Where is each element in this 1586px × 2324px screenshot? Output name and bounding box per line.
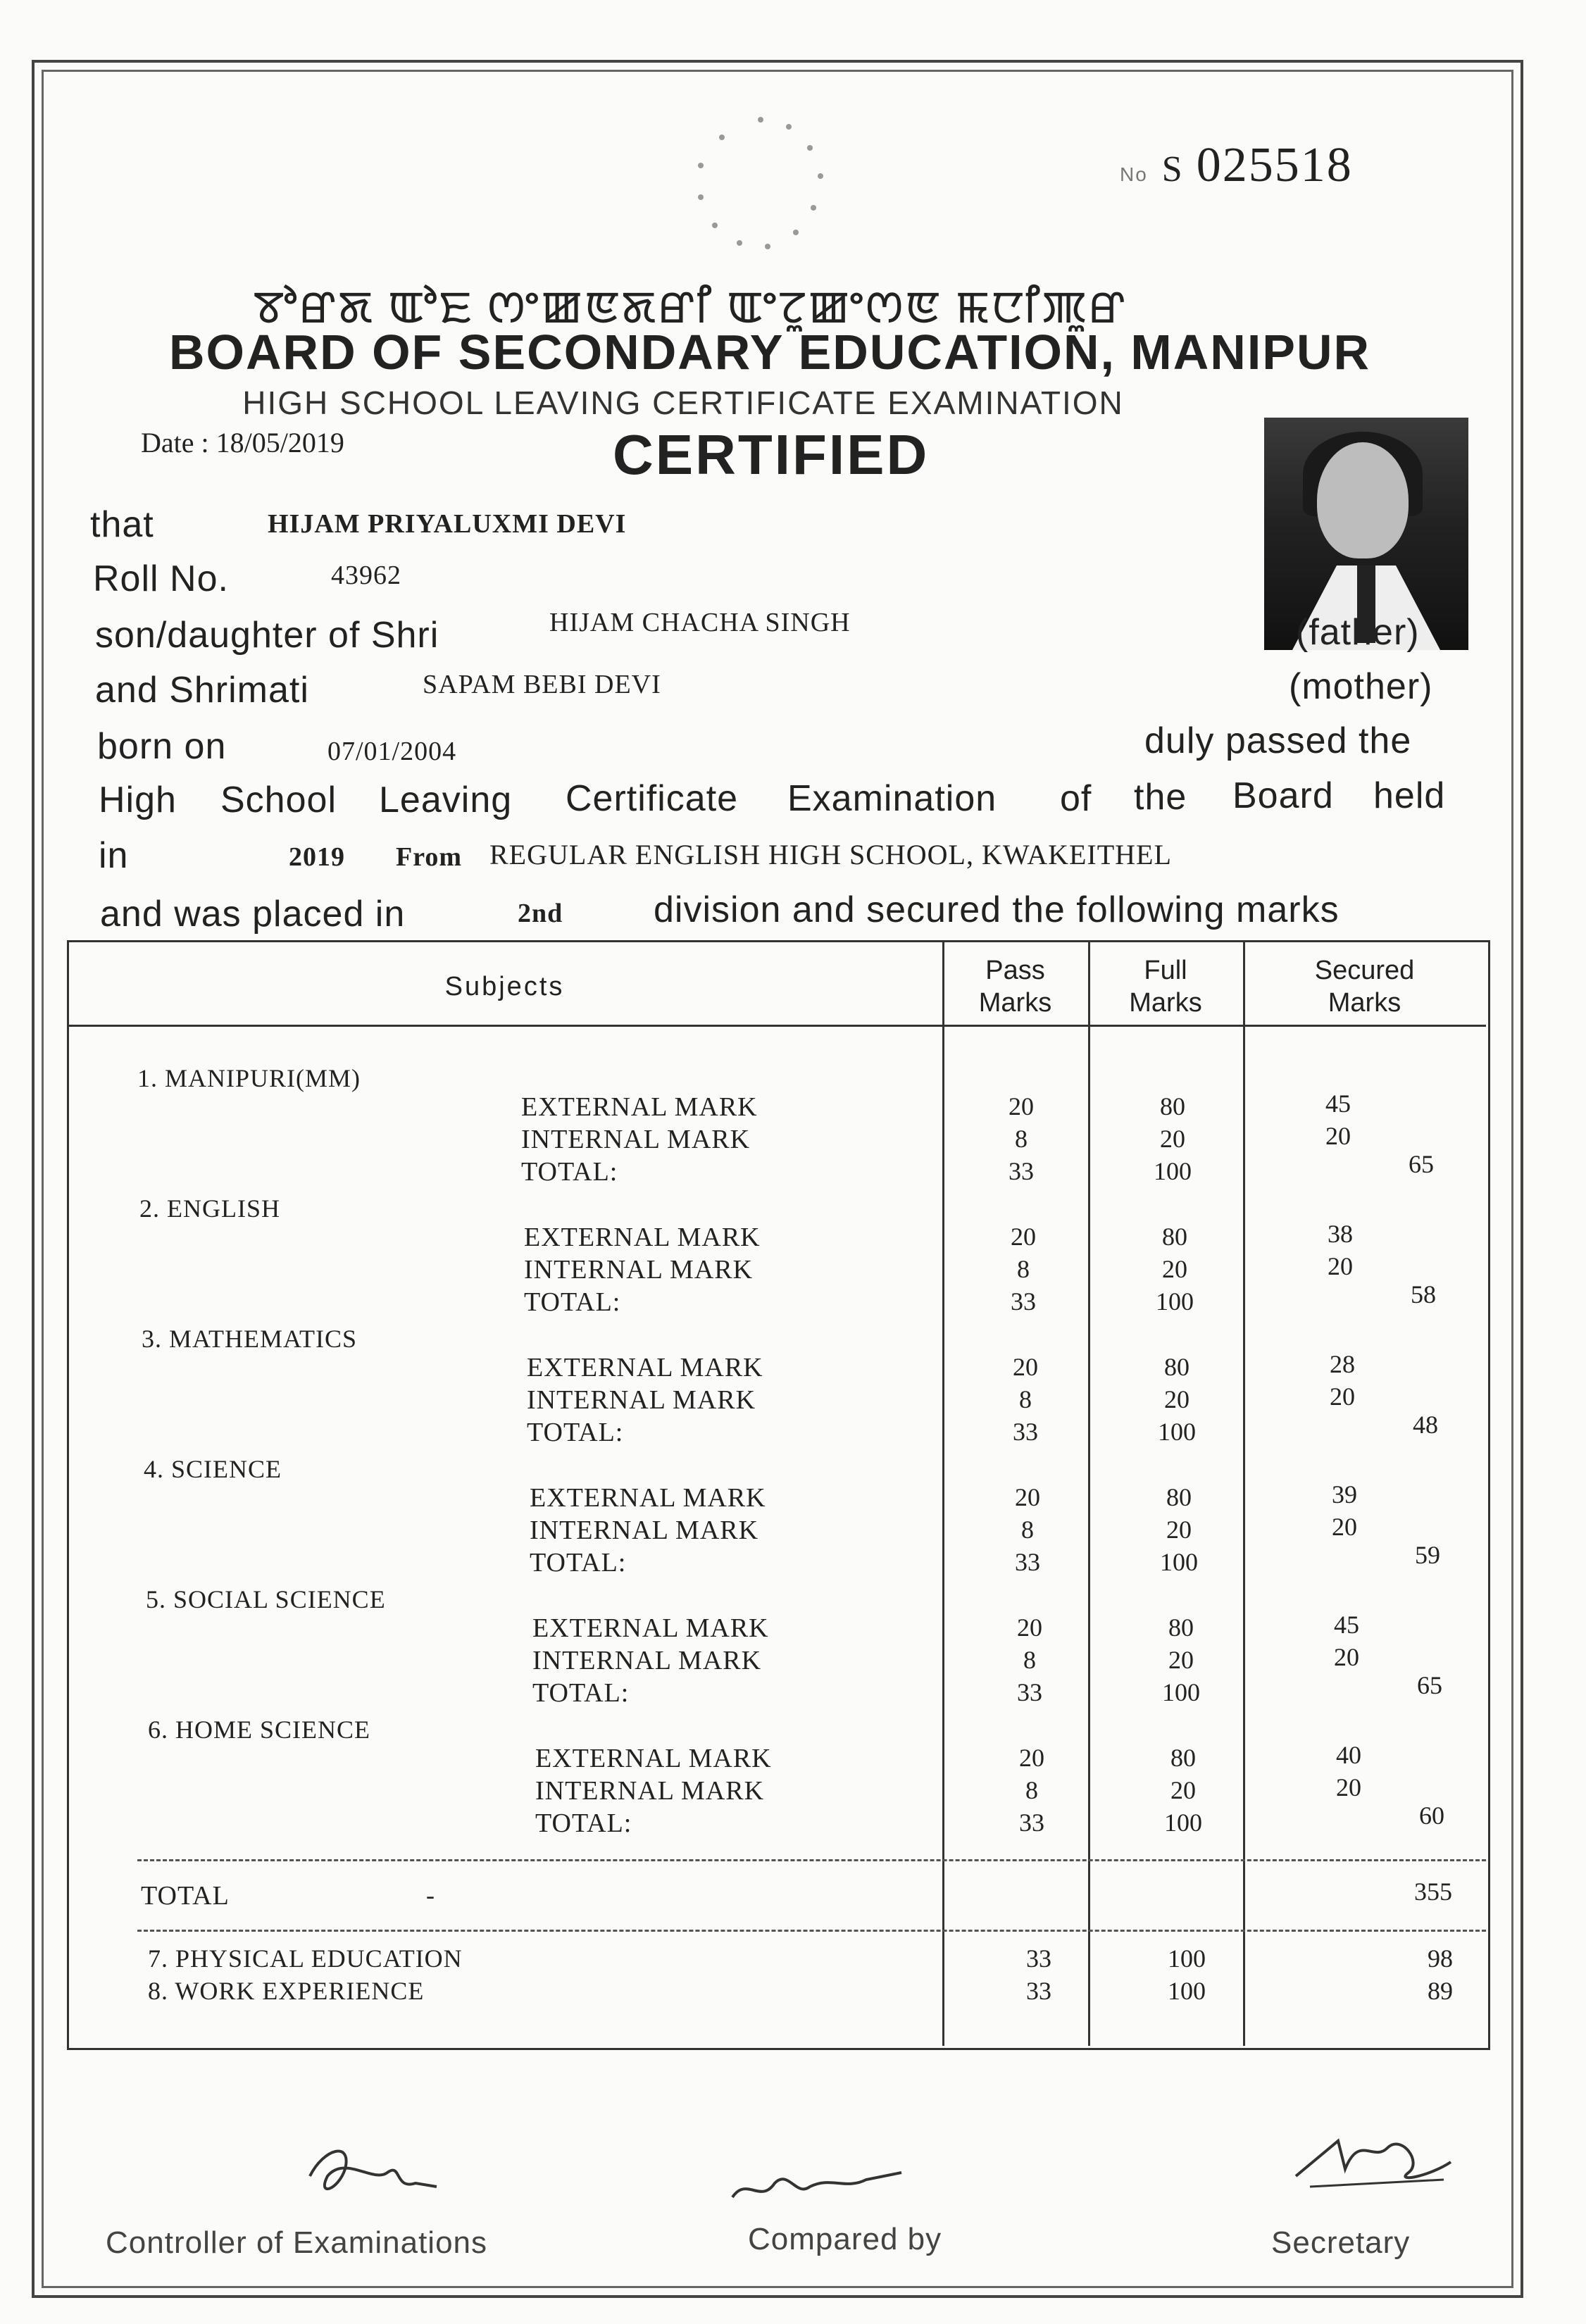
compared-label: Compared by <box>748 2222 942 2256</box>
pass-mark: 33 <box>1009 1157 1034 1185</box>
subject-total: 48 <box>1413 1411 1438 1439</box>
component-label: EXTERNAL MARK <box>532 1613 769 1643</box>
division-text: division and secured the following marks <box>654 889 1340 930</box>
passed-text: duly passed the <box>1144 720 1412 761</box>
component-label: TOTAL: <box>521 1157 618 1187</box>
component-label: TOTAL: <box>535 1808 632 1838</box>
secured-mark: 20 <box>1330 1382 1355 1411</box>
grand-total-value: 355 <box>1414 1878 1452 1906</box>
subject-total: 60 <box>1419 1801 1444 1830</box>
secured-mark: 40 <box>1336 1741 1361 1769</box>
father-tag: (father) <box>1296 612 1420 653</box>
pass-mark: 8 <box>1021 1516 1034 1544</box>
header-full-line2: Marks <box>1129 988 1202 1018</box>
pass-mark: 33 <box>1013 1418 1038 1446</box>
secured-mark: 20 <box>1328 1252 1353 1280</box>
component-label: INTERNAL MARK <box>521 1125 751 1154</box>
header-secured-line1: Secured <box>1314 956 1415 985</box>
full-mark: 80 <box>1164 1353 1190 1381</box>
col-divider <box>1243 940 1245 2046</box>
mother-label: and Shrimati <box>95 670 309 711</box>
component-label: INTERNAL MARK <box>532 1646 762 1675</box>
mother-name: SAPAM BEBI DEVI <box>423 670 661 699</box>
certified-heading: CERTIFIED <box>613 423 930 486</box>
pass-mark: 20 <box>1009 1092 1034 1120</box>
seal-emblem <box>683 106 838 261</box>
board-title: BOARD OF SECONDARY EDUCATION, MANIPUR <box>169 325 1371 380</box>
that-label: that <box>90 504 154 545</box>
line-word: the <box>1134 777 1187 818</box>
component-label: EXTERNAL MARK <box>524 1223 761 1252</box>
extra-total: 98 <box>1428 1944 1453 1973</box>
pass-mark: 20 <box>1015 1483 1040 1511</box>
controller-label: Controller of Examinations <box>106 2225 488 2260</box>
extra-subject-name: 7. PHYSICAL EDUCATION <box>148 1944 463 1973</box>
issue-date: Date : 18/05/2019 <box>141 427 344 458</box>
subject-name: 4. SCIENCE <box>144 1455 282 1483</box>
extra-pass-mark: 33 <box>1026 1977 1051 2005</box>
col-divider <box>1088 940 1090 2046</box>
secured-mark: 20 <box>1332 1513 1357 1541</box>
line-word: Leaving <box>379 780 513 820</box>
full-mark: 80 <box>1170 1744 1196 1772</box>
full-mark: 100 <box>1156 1287 1194 1316</box>
roll-label: Roll No. <box>93 558 229 599</box>
born-label: born on <box>97 726 227 767</box>
marks-table <box>67 940 1490 2050</box>
full-mark: 20 <box>1162 1255 1187 1283</box>
full-mark: 100 <box>1158 1418 1196 1446</box>
full-mark: 80 <box>1168 1613 1194 1642</box>
father-label: son/daughter of Shri <box>95 615 439 656</box>
placed-label: and was placed in <box>100 894 406 935</box>
component-label: EXTERNAL MARK <box>535 1744 772 1773</box>
secretary-signature <box>1282 2120 1465 2197</box>
total-rule-bottom <box>137 1930 1486 1932</box>
col-divider <box>942 940 944 2046</box>
header-secured-line2: Marks <box>1328 988 1401 1018</box>
line-word: held <box>1373 775 1446 816</box>
secured-mark: 39 <box>1332 1480 1357 1508</box>
date-of-birth: 07/01/2004 <box>327 737 457 766</box>
header-full-line1: Full <box>1144 956 1187 985</box>
pass-mark: 8 <box>1025 1776 1038 1804</box>
mother-tag: (mother) <box>1289 666 1433 707</box>
secured-mark: 20 <box>1325 1122 1351 1150</box>
pass-mark: 20 <box>1017 1613 1042 1642</box>
in-label: in <box>99 835 129 876</box>
full-mark: 100 <box>1154 1157 1192 1185</box>
component-label: EXTERNAL MARK <box>530 1483 766 1513</box>
component-label: EXTERNAL MARK <box>521 1092 758 1122</box>
secured-mark: 45 <box>1334 1611 1359 1639</box>
full-mark: 20 <box>1170 1776 1196 1804</box>
serial-prefix: S <box>1161 149 1184 189</box>
component-label: TOTAL: <box>530 1548 627 1578</box>
pass-mark: 20 <box>1019 1744 1044 1772</box>
subject-total: 58 <box>1411 1280 1436 1308</box>
header-pass-line2: Marks <box>978 988 1052 1018</box>
controller-signature <box>296 2134 458 2211</box>
full-mark: 100 <box>1162 1678 1200 1706</box>
header-full <box>1088 954 1243 1019</box>
secured-mark: 20 <box>1334 1643 1359 1671</box>
student-name: HIJAM PRIYALUXMI DEVI <box>268 509 627 539</box>
subject-name: 2. ENGLISH <box>139 1194 280 1223</box>
serial-number <box>1120 137 1353 194</box>
component-label: INTERNAL MARK <box>527 1385 756 1415</box>
full-mark: 20 <box>1168 1646 1194 1674</box>
component-label: INTERNAL MARK <box>535 1776 765 1806</box>
extra-total: 89 <box>1428 1977 1453 2005</box>
division-value: 2nd <box>518 899 563 928</box>
component-label: EXTERNAL MARK <box>527 1353 763 1382</box>
subject-name: 3. MATHEMATICS <box>142 1325 358 1353</box>
full-mark: 20 <box>1164 1385 1190 1413</box>
secured-mark: 28 <box>1330 1350 1355 1378</box>
full-mark: 80 <box>1166 1483 1192 1511</box>
header-secured <box>1243 954 1486 1019</box>
full-mark: 20 <box>1166 1516 1192 1544</box>
extra-full-mark: 100 <box>1168 1944 1206 1973</box>
subject-name: 1. MANIPURI(MM) <box>137 1064 361 1092</box>
line-word: Examination <box>787 778 997 819</box>
component-label: INTERNAL MARK <box>524 1255 754 1285</box>
subject-name: 5. SOCIAL SCIENCE <box>146 1585 386 1613</box>
header-pass-line1: Pass <box>985 956 1045 985</box>
full-mark: 100 <box>1164 1808 1202 1837</box>
full-mark: 80 <box>1162 1223 1187 1251</box>
secured-mark: 20 <box>1336 1773 1361 1801</box>
pass-mark: 33 <box>1017 1678 1042 1706</box>
pass-mark: 8 <box>1023 1646 1036 1674</box>
line-word: of <box>1060 778 1092 819</box>
roll-number: 43962 <box>331 561 401 590</box>
secured-mark: 38 <box>1328 1220 1353 1248</box>
full-mark: 20 <box>1160 1125 1185 1153</box>
subject-total: 65 <box>1409 1150 1434 1178</box>
pass-mark: 33 <box>1011 1287 1036 1316</box>
pass-mark: 8 <box>1015 1125 1028 1153</box>
exam-title: HIGH SCHOOL LEAVING CERTIFICATE EXAMINATION <box>242 385 1124 421</box>
grand-total-label: TOTAL <box>141 1881 230 1911</box>
serial-no-label: No <box>1120 163 1148 185</box>
subject-total: 59 <box>1415 1541 1440 1569</box>
pass-mark: 33 <box>1019 1808 1044 1837</box>
header-subjects: Subjects <box>444 972 565 1001</box>
pass-mark: 20 <box>1013 1353 1038 1381</box>
full-mark: 100 <box>1160 1548 1198 1576</box>
subject-total: 65 <box>1417 1671 1442 1699</box>
extra-subject-name: 8. WORK EXPERIENCE <box>148 1977 425 2005</box>
subject-name: 6. HOME SCIENCE <box>148 1716 371 1744</box>
total-rule-top <box>137 1859 1486 1861</box>
line-word: High <box>99 780 177 820</box>
comparer-signature <box>725 2155 908 2218</box>
line-word: Certificate <box>566 778 739 819</box>
grand-total-dash: - <box>426 1881 435 1909</box>
line-word: Board <box>1232 775 1334 816</box>
secretary-label: Secretary <box>1271 2225 1411 2260</box>
serial-value: 025518 <box>1196 138 1353 192</box>
school-name: REGULAR ENGLISH HIGH SCHOOL, KWAKEITHEL <box>489 839 1172 870</box>
father-name: HIJAM CHACHA SINGH <box>549 608 851 637</box>
pass-mark: 8 <box>1019 1385 1032 1413</box>
pass-mark: 33 <box>1015 1548 1040 1576</box>
component-label: TOTAL: <box>527 1418 624 1447</box>
component-label: INTERNAL MARK <box>530 1516 759 1545</box>
extra-full-mark: 100 <box>1168 1977 1206 2005</box>
pass-mark: 20 <box>1011 1223 1036 1251</box>
meitei-script-title: ꯕꯣꯔꯗ ꯑꯣꯐ ꯁꯦꯀꯟꯗꯔꯤ ꯑꯦꯖꯨꯀꯦꯁꯟ ꯃꯅꯤꯄꯨꯔ <box>254 282 1128 332</box>
exam-year: 2019 <box>289 842 345 872</box>
pass-mark: 8 <box>1017 1255 1030 1283</box>
from-label: From <box>396 842 463 872</box>
header-pass <box>942 954 1088 1019</box>
component-label: TOTAL: <box>524 1287 621 1317</box>
extra-pass-mark: 33 <box>1026 1944 1051 1973</box>
secured-mark: 45 <box>1325 1089 1351 1118</box>
full-mark: 80 <box>1160 1092 1185 1120</box>
line-word: School <box>220 780 337 820</box>
component-label: TOTAL: <box>532 1678 630 1708</box>
